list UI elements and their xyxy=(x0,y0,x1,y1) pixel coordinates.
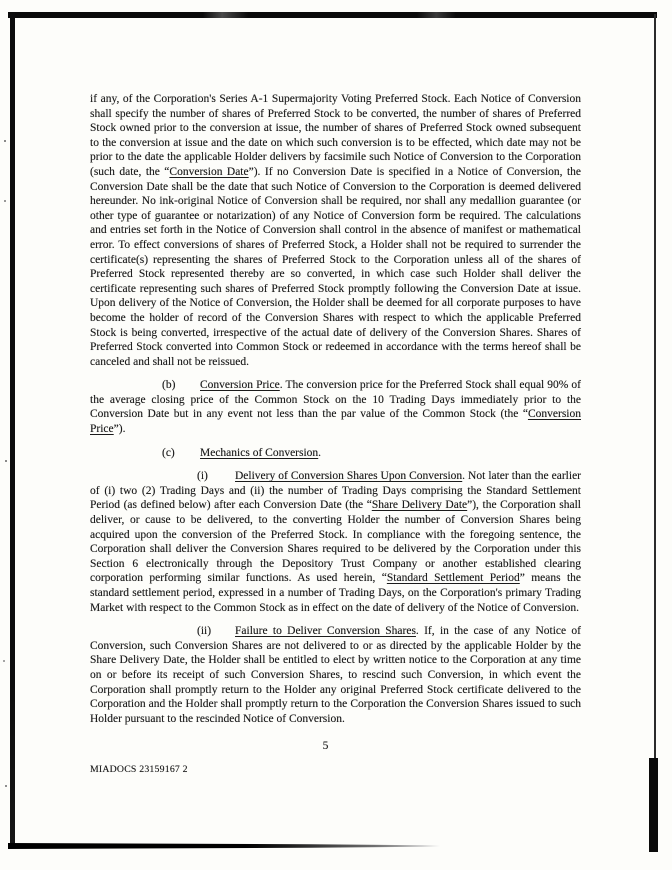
text-run: . Not later than the earlier of (i) two (2) Trading Days and (ii) the number of Trading Days comprising the Standard Settlement Period (as defined below) after each Conversion Date (the “ xyxy=(90,470,581,512)
paragraph-i xyxy=(90,469,581,615)
page-number: 5 xyxy=(322,740,329,753)
text-run: . If, in the case of any Notice of Conversion, such Conversion Shares are not delivered to or as directed by the applicable Holder by the Share Delivery Date, the Holder shall be entitled to elect by written notice to the Corporation at any time on or before its receipt of such Conversion Shares, to rescind such Conversion, in which event the Corporation shall promptly return to the Holder any original Preferred Stock certificate delivered to the Corporation and the Holder shall promptly return to the Corporation the Conversion Shares issued to such Holder pursuant to the rescinded Notice of Conversion. xyxy=(90,625,581,725)
scan-artifact-bottom-bar xyxy=(8,843,440,849)
text-run: if any, of the Corporation's Series A-1 Supermajority Voting Preferred Stock. Each Notice of Conversion shall specify the number of shares of Preferred Stock to be converted, the number of shares of Preferred Stock owned prior to the conversion at issue, the number of shares of Preferred Stock owned subsequent to the conversion at issue and the date on which such conversion is to be effected, which date may not be prior to the date the applicable Holder delivers by facsimile such Notice of Conversion to the Corporation (such date, the “ xyxy=(90,93,581,178)
paragraph-label: (ii) xyxy=(197,625,212,638)
paragraph-c xyxy=(90,446,581,461)
scan-noise-specks xyxy=(4,140,6,142)
underlined-term: Share Delivery Date xyxy=(371,499,468,512)
paragraph-label: (c) xyxy=(162,446,175,459)
underlined-term: Failure to Deliver Conversion Shares xyxy=(235,625,416,638)
text-run: . xyxy=(318,446,322,459)
document-body xyxy=(90,92,581,778)
paragraph-b xyxy=(90,378,581,436)
paragraph-label: (i) xyxy=(197,470,208,483)
underlined-term: Delivery of Conversion Shares Upon Conversion xyxy=(235,470,463,483)
underlined-term: Conversion Date xyxy=(169,165,249,178)
scan-artifact-top-bar xyxy=(8,12,657,18)
paragraphs-container xyxy=(90,92,581,726)
scan-artifact-right-edge-line xyxy=(654,14,656,762)
underlined-term: Conversion Price xyxy=(200,379,280,392)
underlined-term: Standard Settlement Period xyxy=(386,572,520,585)
scan-artifact-left-bar xyxy=(10,13,15,846)
text-run: ”). xyxy=(113,423,126,436)
underlined-term: Mechanics of Conversion xyxy=(200,446,319,459)
underlined-term: Conversion Price xyxy=(90,408,581,436)
text-run: ”), the Corporation shall deliver, or cause to be delivered, to the converting Holder the number of Conversion Shares being acquired upon the conversion of the Preferred Stock. In compliance with the foregoing sentence, the Corporation shall deliver the Conversion Shares required to be delivered by the Corporation under this Section 6 electronically through the Depository Trust Company or another established clearing corporation performing similar functions. As used herein, “ xyxy=(90,499,581,585)
scan-artifact-right-bottom-bar xyxy=(649,758,658,852)
text-run: ”). If no Conversion Date is specified in a Notice of Conversion, the Conversion Date shall be the date that such Notice of Conversion to the Corporation is deemed delivered hereunder. No ink-original Notice of Conversion shall be required, nor shall any medallion guarantee (or other type of guarantee or notarization) of any Notice of Conversion form be required. The calculations and entries set forth in the Notice of Conversion shall control in the absence of manifest or mathematical error. To effect conversions of shares of Preferred Stock, a Holder shall not be required to surrender the certificate(s) representing the shares of Preferred Stock to the Corporation unless all of the shares of Preferred Stock represented thereby are so converted, in which case such Holder shall deliver the certificate representing such shares of Preferred Stock promptly following the Conversion Date at issue. Upon delivery of the Notice of Conversion, the Holder shall be deemed for all corporate purposes to have become the holder of record of the Conversion Shares with respect to which the applicable Preferred Stock is being converted, irrespective of the actual date of delivery of the Conversion Shares. Shares of Preferred Stock converted into Common Stock or redeemed in accordance with the terms hereof shall be canceled and shall not be reissued. xyxy=(90,165,582,368)
document-id-footer: MIADOCS 23159167 2 xyxy=(90,763,188,775)
paragraph-intro xyxy=(90,92,581,369)
text-run: ” means the standard settlement period, expressed in a number of Trading Days, on the Corporation's primary Trading Market with respect to the Common Stock as in effect on the date of delivery of the Notice of Conversion. xyxy=(90,572,581,614)
text-run: . The conversion price for the Preferred Stock shall equal 90% of the average closing price of the Common Stock on the 10 Trading Days immediately prior to the Conversion Date but in any event not less than the par value of the Common Stock (the “ xyxy=(90,379,582,421)
paragraph-ii xyxy=(90,624,581,726)
paragraph-label: (b) xyxy=(162,379,176,392)
